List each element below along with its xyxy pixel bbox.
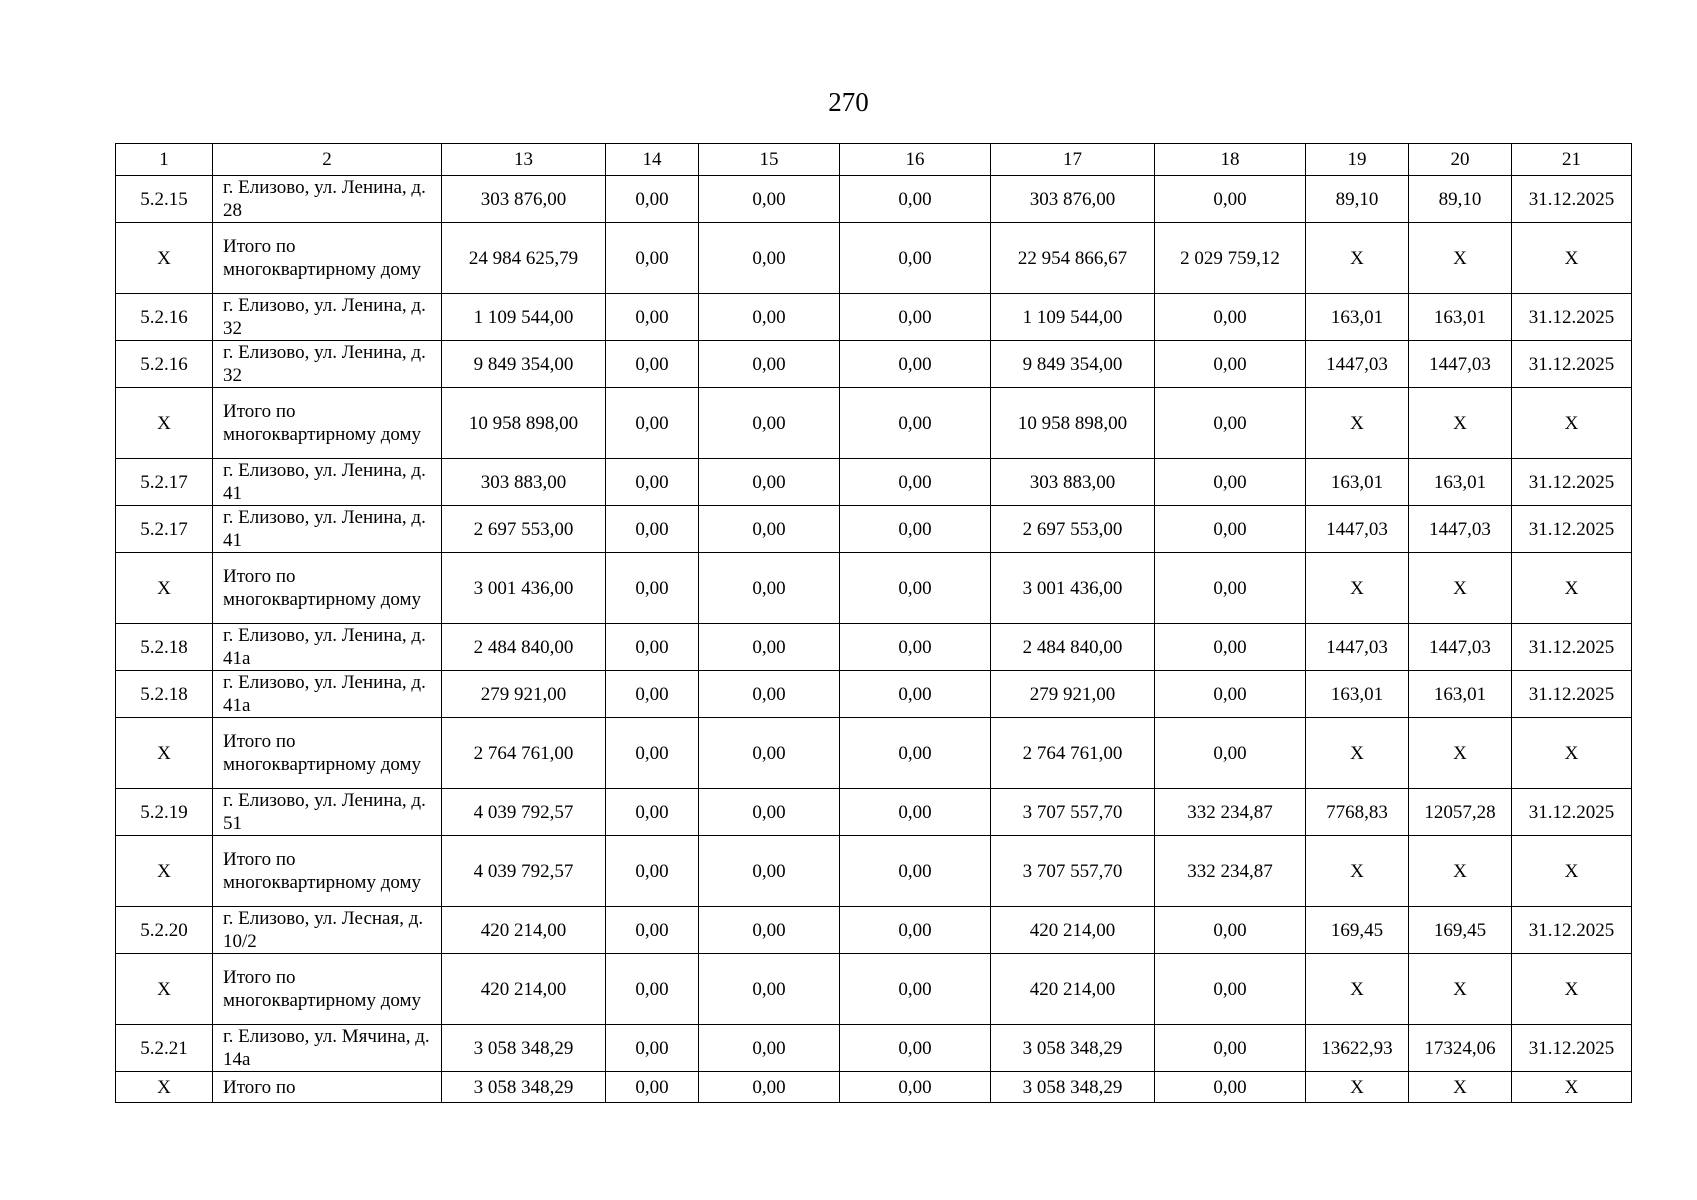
cell-col-20: 1447,03 [1409,624,1512,671]
cell-address: г. Елизово, ул. Ленина, д. 32 [213,341,442,388]
cell-col-16: 0,00 [840,294,991,341]
cell-col-20: 1447,03 [1409,341,1512,388]
cell-number: Х [116,388,213,459]
page-number: 270 [828,87,869,117]
cell-col-17: 2 697 553,00 [991,506,1155,553]
cell-number: Х [116,836,213,907]
cell-col-20: Х [1409,1072,1512,1103]
cell-col-14: 0,00 [606,341,699,388]
cell-col-21: 31.12.2025 [1512,294,1632,341]
cell-col-14: 0,00 [606,671,699,718]
cell-col-19: 163,01 [1306,459,1409,506]
cell-col-20: Х [1409,954,1512,1025]
cell-address: Итого по многоквартирному дому [213,388,442,459]
table-row-total [116,718,1632,789]
cell-col-17: 3 707 557,70 [991,836,1155,907]
cell-address: г. Елизово, ул. Ленина, д. 28 [213,176,442,223]
cell-col-13: 1 109 544,00 [442,294,606,341]
cell-col-18: 0,00 [1155,176,1306,223]
column-header: 15 [699,144,840,176]
cell-col-13: 2 484 840,00 [442,624,606,671]
cell-col-16: 0,00 [840,223,991,294]
cell-col-16: 0,00 [840,341,991,388]
cell-col-14: 0,00 [606,176,699,223]
cell-col-17: 3 058 348,29 [991,1072,1155,1103]
cell-col-19: Х [1306,223,1409,294]
cell-col-15: 0,00 [699,176,840,223]
table-body [116,176,1632,1103]
cell-col-15: 0,00 [699,341,840,388]
cell-col-14: 0,00 [606,223,699,294]
cell-col-17: 303 876,00 [991,176,1155,223]
cell-col-13: 3 058 348,29 [442,1072,606,1103]
cell-address: г. Елизово, ул. Ленина, д. 41 [213,506,442,553]
cell-col-17: 2 764 761,00 [991,718,1155,789]
cell-col-19: 89,10 [1306,176,1409,223]
column-header: 1 [116,144,213,176]
cell-col-16: 0,00 [840,459,991,506]
cell-col-17: 3 001 436,00 [991,553,1155,624]
cell-col-15: 0,00 [699,459,840,506]
cell-col-21: 31.12.2025 [1512,1025,1632,1072]
cell-col-13: 3 001 436,00 [442,553,606,624]
cell-col-15: 0,00 [699,553,840,624]
cell-col-20: 163,01 [1409,671,1512,718]
table-row-total [116,388,1632,459]
cell-col-14: 0,00 [606,388,699,459]
table-row-total [116,836,1632,907]
cell-col-21: 31.12.2025 [1512,176,1632,223]
cell-col-16: 0,00 [840,907,991,954]
cell-number: Х [116,954,213,1025]
table-row [116,671,1632,718]
cell-number: 5.2.20 [116,907,213,954]
cell-col-16: 0,00 [840,1025,991,1072]
cell-col-16: 0,00 [840,176,991,223]
cell-col-13: 279 921,00 [442,671,606,718]
table-row [116,506,1632,553]
table-row-total [116,223,1632,294]
cell-col-21: 31.12.2025 [1512,789,1632,836]
cell-col-13: 4 039 792,57 [442,789,606,836]
cell-col-14: 0,00 [606,954,699,1025]
cell-col-13: 420 214,00 [442,907,606,954]
cell-col-16: 0,00 [840,1072,991,1103]
cell-col-14: 0,00 [606,789,699,836]
cell-col-19: Х [1306,718,1409,789]
cell-col-15: 0,00 [699,789,840,836]
cell-address: г. Елизово, ул. Ленина, д. 41 [213,459,442,506]
cell-col-14: 0,00 [606,1072,699,1103]
cell-col-19: Х [1306,553,1409,624]
cell-number: 5.2.18 [116,624,213,671]
cell-col-15: 0,00 [699,907,840,954]
cell-col-19: 1447,03 [1306,624,1409,671]
cell-col-17: 420 214,00 [991,907,1155,954]
cell-col-21: Х [1512,388,1632,459]
cell-col-13: 4 039 792,57 [442,836,606,907]
cell-col-14: 0,00 [606,294,699,341]
column-header: 18 [1155,144,1306,176]
table-row [116,789,1632,836]
cell-col-21: 31.12.2025 [1512,624,1632,671]
cell-col-14: 0,00 [606,506,699,553]
cell-col-14: 0,00 [606,624,699,671]
column-header: 20 [1409,144,1512,176]
cell-col-16: 0,00 [840,553,991,624]
cell-col-17: 279 921,00 [991,671,1155,718]
cell-number: Х [116,718,213,789]
cell-col-15: 0,00 [699,294,840,341]
cell-col-15: 0,00 [699,388,840,459]
cell-address: Итого по многоквартирному дому [213,954,442,1025]
cell-col-13: 2 764 761,00 [442,718,606,789]
cell-number: 5.2.21 [116,1025,213,1072]
cell-col-19: 163,01 [1306,294,1409,341]
cell-col-20: Х [1409,718,1512,789]
cell-col-15: 0,00 [699,954,840,1025]
cell-col-19: 7768,83 [1306,789,1409,836]
cell-col-20: 169,45 [1409,907,1512,954]
cell-address: г. Елизово, ул. Мячина, д. 14а [213,1025,442,1072]
cell-col-17: 303 883,00 [991,459,1155,506]
cell-col-14: 0,00 [606,553,699,624]
cell-col-13: 2 697 553,00 [442,506,606,553]
cell-col-20: Х [1409,553,1512,624]
cell-col-17: 3 707 557,70 [991,789,1155,836]
cell-col-19: Х [1306,388,1409,459]
cell-number: 5.2.17 [116,506,213,553]
cell-col-13: 420 214,00 [442,954,606,1025]
cell-col-19: 163,01 [1306,671,1409,718]
column-header: 14 [606,144,699,176]
cell-col-16: 0,00 [840,506,991,553]
cell-col-19: Х [1306,1072,1409,1103]
cell-col-20: 163,01 [1409,294,1512,341]
cell-col-14: 0,00 [606,1025,699,1072]
cell-col-14: 0,00 [606,836,699,907]
cell-address: Итого по [213,1072,442,1103]
cell-address: г. Елизово, ул. Ленина, д. 41а [213,624,442,671]
cell-col-21: 31.12.2025 [1512,459,1632,506]
cell-col-19: Х [1306,954,1409,1025]
cell-address: Итого по многоквартирному дому [213,718,442,789]
column-header: 19 [1306,144,1409,176]
cell-address: г. Елизово, ул. Лесная, д. 10/2 [213,907,442,954]
table-row-total [116,1072,1632,1103]
cell-col-20: 12057,28 [1409,789,1512,836]
cell-number: Х [116,553,213,624]
table-row [116,907,1632,954]
cell-col-16: 0,00 [840,671,991,718]
column-header: 2 [213,144,442,176]
cell-col-17: 3 058 348,29 [991,1025,1155,1072]
cell-col-19: 1447,03 [1306,506,1409,553]
column-header-row [116,144,1632,176]
cell-col-15: 0,00 [699,718,840,789]
table-row [116,459,1632,506]
cell-col-18: 0,00 [1155,341,1306,388]
cell-col-15: 0,00 [699,624,840,671]
cell-col-16: 0,00 [840,954,991,1025]
cell-col-17: 9 849 354,00 [991,341,1155,388]
cell-col-21: 31.12.2025 [1512,341,1632,388]
cell-col-18: 0,00 [1155,718,1306,789]
cell-col-15: 0,00 [699,223,840,294]
cell-col-18: 0,00 [1155,506,1306,553]
cell-col-21: Х [1512,1072,1632,1103]
cell-col-18: 0,00 [1155,1072,1306,1103]
cell-number: 5.2.17 [116,459,213,506]
cell-col-21: Х [1512,718,1632,789]
cell-col-21: 31.12.2025 [1512,671,1632,718]
cell-col-15: 0,00 [699,506,840,553]
cell-col-20: 1447,03 [1409,506,1512,553]
cell-col-15: 0,00 [699,1072,840,1103]
column-header: 17 [991,144,1155,176]
table-row-total [116,553,1632,624]
cell-col-15: 0,00 [699,671,840,718]
cell-address: Итого по многоквартирному дому [213,553,442,624]
cell-col-19: 169,45 [1306,907,1409,954]
cell-col-17: 2 484 840,00 [991,624,1155,671]
cell-address: Итого по многоквартирному дому [213,836,442,907]
cell-col-13: 303 876,00 [442,176,606,223]
cell-number: 5.2.15 [116,176,213,223]
cell-col-20: Х [1409,836,1512,907]
data-table [115,143,1632,1103]
cell-col-18: 2 029 759,12 [1155,223,1306,294]
cell-col-19: Х [1306,836,1409,907]
cell-col-21: Х [1512,954,1632,1025]
cell-col-17: 1 109 544,00 [991,294,1155,341]
cell-col-13: 303 883,00 [442,459,606,506]
cell-number: Х [116,223,213,294]
cell-col-18: 0,00 [1155,294,1306,341]
cell-col-14: 0,00 [606,459,699,506]
cell-col-20: Х [1409,223,1512,294]
cell-address: г. Елизово, ул. Ленина, д. 32 [213,294,442,341]
table-row-total [116,954,1632,1025]
cell-col-17: 10 958 898,00 [991,388,1155,459]
table-row [116,294,1632,341]
cell-address: г. Елизово, ул. Ленина, д. 51 [213,789,442,836]
cell-col-16: 0,00 [840,789,991,836]
cell-col-20: 17324,06 [1409,1025,1512,1072]
cell-col-18: 0,00 [1155,1025,1306,1072]
cell-col-20: Х [1409,388,1512,459]
cell-number: 5.2.16 [116,341,213,388]
cell-col-19: 1447,03 [1306,341,1409,388]
table-row [116,1025,1632,1072]
cell-address: г. Елизово, ул. Ленина, д. 41а [213,671,442,718]
cell-col-20: 89,10 [1409,176,1512,223]
cell-col-13: 3 058 348,29 [442,1025,606,1072]
cell-number: 5.2.19 [116,789,213,836]
cell-col-15: 0,00 [699,836,840,907]
cell-col-21: Х [1512,836,1632,907]
table-row [116,624,1632,671]
column-header: 13 [442,144,606,176]
cell-col-21: Х [1512,223,1632,294]
cell-col-18: 0,00 [1155,907,1306,954]
cell-col-20: 163,01 [1409,459,1512,506]
cell-col-21: 31.12.2025 [1512,506,1632,553]
cell-col-13: 10 958 898,00 [442,388,606,459]
column-header: 21 [1512,144,1632,176]
column-header: 16 [840,144,991,176]
cell-col-16: 0,00 [840,836,991,907]
cell-col-18: 0,00 [1155,954,1306,1025]
cell-col-18: 332 234,87 [1155,836,1306,907]
cell-col-16: 0,00 [840,624,991,671]
cell-col-17: 22 954 866,67 [991,223,1155,294]
cell-col-18: 332 234,87 [1155,789,1306,836]
cell-col-17: 420 214,00 [991,954,1155,1025]
cell-col-21: 31.12.2025 [1512,907,1632,954]
cell-col-13: 9 849 354,00 [442,341,606,388]
cell-col-13: 24 984 625,79 [442,223,606,294]
cell-col-18: 0,00 [1155,459,1306,506]
cell-col-18: 0,00 [1155,624,1306,671]
cell-col-19: 13622,93 [1306,1025,1409,1072]
cell-address: Итого по многоквартирному дому [213,223,442,294]
cell-col-14: 0,00 [606,718,699,789]
cell-col-21: Х [1512,553,1632,624]
cell-col-18: 0,00 [1155,553,1306,624]
cell-number: Х [116,1072,213,1103]
cell-col-16: 0,00 [840,718,991,789]
table-row [116,341,1632,388]
cell-col-15: 0,00 [699,1025,840,1072]
cell-col-18: 0,00 [1155,388,1306,459]
table-row [116,176,1632,223]
cell-col-14: 0,00 [606,907,699,954]
cell-number: 5.2.18 [116,671,213,718]
cell-number: 5.2.16 [116,294,213,341]
cell-col-16: 0,00 [840,388,991,459]
cell-col-18: 0,00 [1155,671,1306,718]
